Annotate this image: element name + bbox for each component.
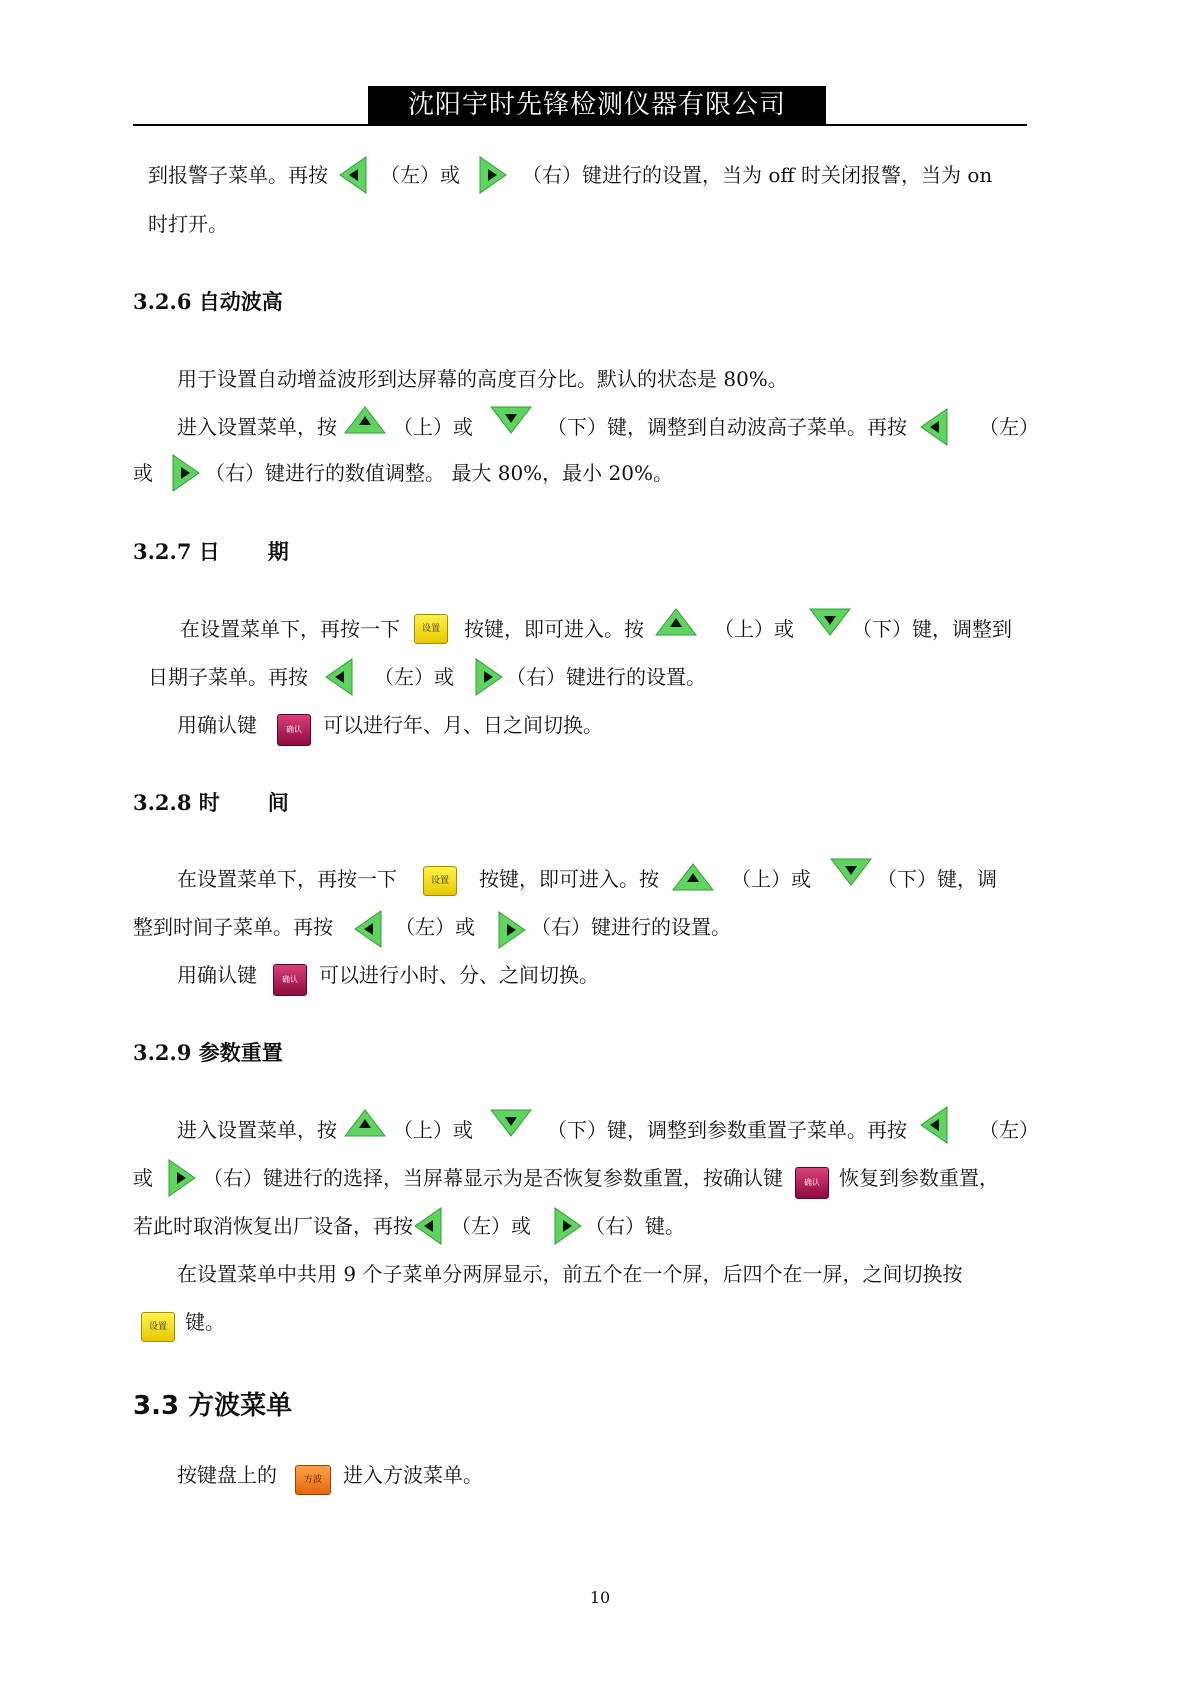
text: （下）键，调整到参数重置子菜单。再按 xyxy=(547,1118,907,1142)
text: （上）或 xyxy=(393,1118,473,1142)
text: （上）或 xyxy=(731,867,811,891)
text: 进入方波菜单。 xyxy=(343,1463,483,1487)
text: （左）或 xyxy=(374,665,454,689)
left-arrow-key-icon xyxy=(338,155,368,195)
text: 恢复到参数重置， xyxy=(839,1166,999,1190)
text: （右）键。 xyxy=(585,1214,685,1238)
text: （左）或 xyxy=(451,1214,531,1238)
text: （下）键，调整到 xyxy=(852,617,1012,641)
s326-para-2 xyxy=(177,407,1039,447)
text: （右）键进行的设置，当为 off 时关闭报警，当为 on xyxy=(522,163,993,187)
up-arrow-key-icon xyxy=(343,405,387,435)
text: （左） xyxy=(979,1118,1039,1142)
text: 日期子菜单。再按 xyxy=(148,665,308,689)
square-wave-key-label: 方波 xyxy=(295,1465,331,1495)
right-arrow-key-icon xyxy=(478,155,508,195)
right-arrow-key-icon xyxy=(497,910,527,950)
s328-para-3 xyxy=(177,955,599,995)
down-arrow-key-icon xyxy=(829,857,873,887)
text: 用确认键 xyxy=(177,963,257,987)
confirm-key-icon xyxy=(795,1158,829,1199)
section-title-3-2-9: 3.2.9 参数重置 xyxy=(133,1040,283,1065)
text: 到报警子菜单。再按 xyxy=(148,163,328,187)
confirm-key-label: 确认 xyxy=(277,714,311,746)
set-key-label: 设置 xyxy=(414,614,448,644)
right-arrow-key-icon xyxy=(553,1206,583,1246)
text: （上）或 xyxy=(714,617,794,641)
s329-para-5 xyxy=(141,1302,225,1342)
title-part: 间 xyxy=(267,790,289,815)
text: （左）或 xyxy=(380,163,460,187)
text: 可以进行小时、分、之间切换。 xyxy=(319,963,599,987)
s327-para-1 xyxy=(180,609,1012,649)
left-arrow-key-icon xyxy=(324,657,354,697)
set-key-icon xyxy=(414,604,448,644)
down-arrow-key-icon xyxy=(808,607,852,637)
text: 进入设置菜单，按 xyxy=(177,1118,337,1142)
set-key-label: 设置 xyxy=(423,866,457,896)
text: （左）或 xyxy=(395,915,475,939)
text: 可以进行年、月、日之间切换。 xyxy=(323,713,603,737)
s327-para-2 xyxy=(148,657,706,697)
company-header: 沈阳宇时先锋检测仪器有限公司 xyxy=(368,86,826,124)
up-arrow-key-icon xyxy=(654,607,698,637)
s327-para-3 xyxy=(177,705,603,745)
text: 或 xyxy=(133,1166,153,1190)
text: 整到时间子菜单。再按 xyxy=(133,915,333,939)
title-part: 期 xyxy=(267,539,289,564)
section-title-3-2-8 xyxy=(133,788,289,818)
s326-para-1 xyxy=(177,359,788,399)
text: （左） xyxy=(979,415,1039,439)
text: 进入设置菜单，按 xyxy=(177,415,337,439)
text: 键。 xyxy=(185,1310,225,1334)
page-number: 10 xyxy=(589,1588,611,1607)
left-arrow-key-icon xyxy=(919,407,949,447)
text: 若此时取消恢复出厂设备，再按 xyxy=(133,1214,413,1238)
right-arrow-key-icon xyxy=(474,657,504,697)
up-arrow-key-icon xyxy=(343,1108,387,1138)
confirm-key-label: 确认 xyxy=(795,1167,829,1199)
section-title-3-2-7 xyxy=(133,537,289,567)
set-key-icon xyxy=(141,1302,175,1342)
text: 按键，即可进入。按 xyxy=(479,867,659,891)
text: （右）键进行的数值调整。 最大 80%，最小 20%。 xyxy=(205,461,673,485)
s328-para-1 xyxy=(177,859,997,899)
right-arrow-key-icon xyxy=(171,453,201,493)
section-title-3-3: 3.3 方波菜单 xyxy=(133,1391,293,1421)
s326-para-3 xyxy=(133,453,673,493)
alarm-line-1 xyxy=(148,155,992,195)
text: 时打开。 xyxy=(148,212,228,236)
s329-para-1 xyxy=(177,1110,1039,1150)
title-part: 3.2.7 日 xyxy=(133,539,220,564)
right-arrow-key-icon xyxy=(167,1158,197,1198)
section-title-3-2-6: 3.2.6 自动波高 xyxy=(133,289,283,314)
up-arrow-key-icon xyxy=(671,862,715,892)
down-arrow-key-icon xyxy=(489,1108,533,1138)
title-part: 3.2.8 时 xyxy=(133,790,220,815)
text: （右）键进行的选择，当屏幕显示为是否恢复参数重置，按确认键 xyxy=(203,1166,783,1190)
header-rule xyxy=(133,124,1027,126)
set-key-label: 设置 xyxy=(141,1312,175,1342)
alarm-line-2 xyxy=(148,204,228,244)
text: 按键，即可进入。按 xyxy=(464,617,644,641)
s328-para-2 xyxy=(133,907,731,947)
square-wave-key-icon xyxy=(295,1455,331,1495)
down-arrow-key-icon xyxy=(489,405,533,435)
text: （上）或 xyxy=(393,415,473,439)
s33-para-1 xyxy=(177,1455,483,1495)
left-arrow-key-icon xyxy=(413,1206,443,1246)
s329-para-2 xyxy=(133,1158,999,1198)
set-key-icon xyxy=(423,856,457,896)
text: 按键盘上的 xyxy=(177,1463,277,1487)
text: （右）键进行的设置。 xyxy=(531,915,731,939)
s329-para-3 xyxy=(133,1206,685,1246)
text: 或 xyxy=(133,461,153,485)
text: 用于设置自动增益波形到达屏幕的高度百分比。默认的状态是 80%。 xyxy=(177,367,788,391)
text: 在设置菜单中共用 9 个子菜单分两屏显示，前五个在一个屏，后四个在一屏，之间切换按 xyxy=(177,1262,963,1286)
left-arrow-key-icon xyxy=(353,909,383,949)
left-arrow-key-icon xyxy=(919,1105,949,1145)
confirm-key-icon xyxy=(273,955,307,996)
text: （下）键，调 xyxy=(877,867,997,891)
text: 在设置菜单下，再按一下 xyxy=(180,617,400,641)
confirm-key-label: 确认 xyxy=(273,964,307,996)
s329-para-4 xyxy=(177,1254,962,1294)
confirm-key-icon xyxy=(277,705,311,746)
text: 用确认键 xyxy=(177,713,257,737)
text: （下）键，调整到自动波高子菜单。再按 xyxy=(547,415,907,439)
text: （右）键进行的设置。 xyxy=(506,665,706,689)
text: 在设置菜单下，再按一下 xyxy=(177,867,397,891)
